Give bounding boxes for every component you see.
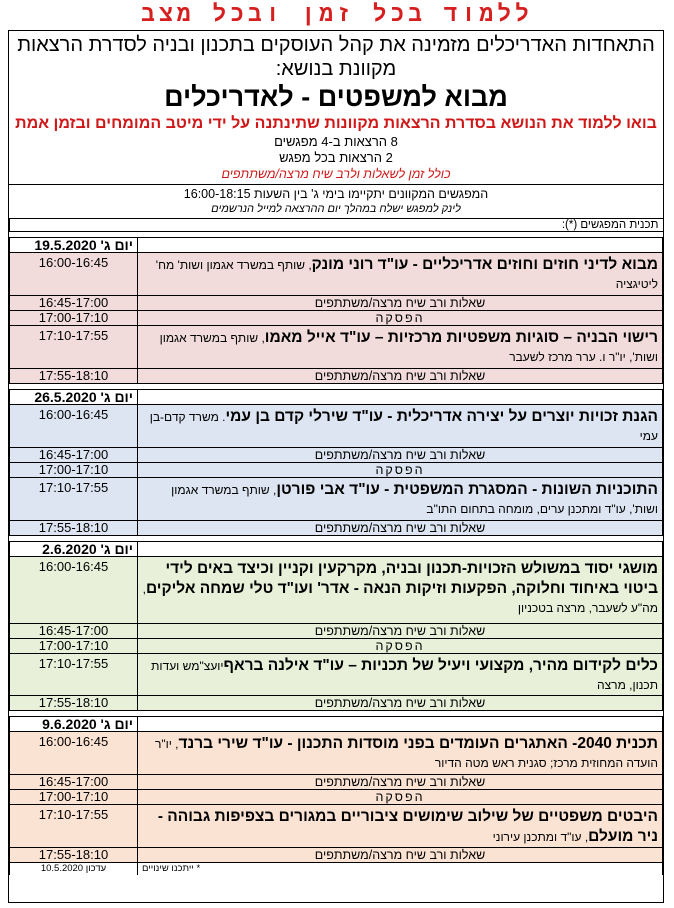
lecture-title: כלים לקידום מהיר, מקצועי ויעיל של תכניות – עו"ד אילנה בראף: [223, 657, 658, 674]
day-label: יום ג' 26.5.2020: [10, 390, 138, 405]
day-empty: [138, 717, 663, 732]
schedule-table: [9, 218, 663, 875]
lecture-row: [10, 326, 663, 369]
qa-label: שאלות ורב שיח מרצה/משתתפים: [138, 696, 663, 711]
lecture-cell: [138, 326, 663, 369]
lecture-title: מבוא לדיני חוזים וחוזים אדריכליים - עו"ד רוני מונק: [311, 256, 658, 273]
intro-text: התאחדות האדריכלים מזמינה את קהל העוסקים בתכנון ובניה לסדרת הרצאות מקוונת בנושא:: [17, 34, 655, 80]
lecture-time: 16:00-16:45: [10, 253, 138, 296]
lecture-cell: [138, 732, 663, 775]
lecture-speaker-info: , שותף במשרד אגמון ושות', עו"ד ומתכנן ערים, מומחה בתחום התו"ב: [171, 483, 658, 516]
lecture-cell: [138, 557, 663, 624]
day-label: יום ג' 19.5.2020: [10, 238, 138, 253]
break-label: הפסקה: [138, 639, 663, 654]
lecture-cell: [138, 654, 663, 696]
schedule-label: תכנית המפגשים (*):: [138, 219, 663, 232]
lecture-speaker-info: , מה"ע לשעבר, מרצה בטכניון: [142, 582, 658, 615]
lecture-row: [10, 253, 663, 296]
lecture-time: 16:00-16:45: [10, 732, 138, 775]
qa-time: 17:55-18:10: [10, 848, 138, 863]
lecture-speaker-info: יועצ"מש ועדות תכנון, מרצה: [151, 659, 658, 692]
qa-row: [10, 624, 663, 639]
break-label: הפסקה: [138, 311, 663, 326]
qa-label: שאלות ורב שיח מרצה/משתתפים: [138, 624, 663, 639]
lecture-title: תכנית 2040- האתגרים העומדים בפני מוסדות התכנון - עו"ד שירי ברנד: [178, 735, 658, 752]
schedule-label-time: [10, 219, 138, 232]
lecture-title: הגנת זכויות יוצרים על יצירה אדריכלית - עו"ד שירלי קדם בן עמי: [225, 408, 658, 425]
qa-label: שאלות ורב שיח מרצה/משתתפים: [138, 848, 663, 863]
qa-time: 17:55-18:10: [10, 369, 138, 384]
lecture-time: 16:00-16:45: [10, 405, 138, 448]
break-time: 17:00-17:10: [10, 790, 138, 805]
qa-row: [10, 296, 663, 311]
link-note: לינק למפגש ישלח במהלך יום ההרצאה למייל הנרשמים: [211, 203, 461, 215]
lecture-cell: [138, 805, 663, 848]
lecture-time: 17:10-17:55: [10, 654, 138, 696]
day-row: [10, 542, 663, 557]
lecture-speaker-info: , עו"ד ומתכנן עירוני: [492, 830, 589, 844]
day-row: [10, 238, 663, 253]
footer-updated: עדכון 10.5.2020: [10, 863, 138, 876]
schedule-note: המפגשים המקוונים יתקיימו בימי ג' בין השעות 16:00-18:15: [183, 187, 489, 201]
day-empty: [138, 238, 663, 253]
qa-row: [10, 848, 663, 863]
lecture-title: היבטים משפטיים של שילוב שימושים ציבוריים במגורים בצפיפות גבוהה - ניר מועלם: [157, 808, 658, 845]
lecture-title: התוכניות השונות - המסגרת המשפטית - עו"ד אבי פורטן: [276, 481, 658, 498]
lecture-cell: [138, 253, 663, 296]
lectures-per-meeting: 2 הרצאות בכל מפגש: [279, 150, 393, 165]
day-empty: [138, 542, 663, 557]
qa-label: שאלות ורב שיח מרצה/משתתפים: [138, 448, 663, 463]
lecture-row: [10, 557, 663, 624]
break-label: הפסקה: [138, 463, 663, 478]
lecture-row: [10, 478, 663, 521]
break-row: [10, 639, 663, 654]
qa-time: 16:45-17:00: [10, 296, 138, 311]
qa-row: [10, 448, 663, 463]
lecture-time: 17:10-17:55: [10, 805, 138, 848]
qa-time: 16:45-17:00: [10, 448, 138, 463]
break-row: [10, 311, 663, 326]
lecture-count: 8 הרצאות ב-4 מפגשים: [274, 134, 398, 149]
day-label: יום ג' 9.6.2020: [10, 717, 138, 732]
qa-time: 16:45-17:00: [10, 624, 138, 639]
footer-row: [10, 863, 663, 876]
qa-row: [10, 775, 663, 790]
subtitle: בואו ללמוד את הנושא בסדרת הרצאות מקוונות שתינתנה על ידי מיטב המומחים ובזמן אמת: [15, 115, 657, 132]
break-row: [10, 790, 663, 805]
lecture-speaker-info: , שותף במשרד אגמון ושות' מח' ליטיגציה: [155, 258, 658, 291]
day-label: יום ג' 2.6.2020: [10, 542, 138, 557]
day-row: [10, 717, 663, 732]
qa-time: 16:45-17:00: [10, 775, 138, 790]
lecture-speaker-info: , יו"ר הועדה המחוזית מרכז; סגנית ראש מטה הדיור: [154, 737, 658, 770]
lecture-row: [10, 732, 663, 775]
header: [9, 31, 663, 182]
lecture-time: 17:10-17:55: [10, 326, 138, 369]
qa-label: שאלות ורב שיח מרצה/משתתפים: [138, 521, 663, 536]
footer-note: * ייתכנו שינויים: [138, 863, 663, 876]
lecture-speaker-info: . משרד קדם-בן עמי: [149, 410, 658, 443]
slogan: ללמוד בכל זמן ובכל מצב: [141, 2, 533, 28]
lecture-row: [10, 405, 663, 448]
qa-row: [10, 696, 663, 711]
flyer-frame: [8, 30, 664, 903]
break-time: 17:00-17:10: [10, 311, 138, 326]
day-empty: [138, 390, 663, 405]
break-row: [10, 463, 663, 478]
lecture-speaker-info: , שותף במשרד אגמון ושות', יו"ר ו. ערר מרכז לשעבר: [159, 331, 658, 364]
lecture-row: [10, 805, 663, 848]
lecture-title: מושגי יסוד במשולש הזכויות-תכנון ובניה, מקרקעין וקניין וכיצד באים לידי ביטוי באיחוד וחלוקה, הפקעות וזיקות הנאה - אדר' ועו"ד טלי שמחה אליקים: [145, 560, 658, 597]
info-box: [9, 184, 663, 218]
break-label: הפסקה: [138, 790, 663, 805]
lecture-time: 17:10-17:55: [10, 478, 138, 521]
qa-row: [10, 521, 663, 536]
qa-note: כולל זמן לשאלות ולרב שיח מרצה/משתתפים: [221, 167, 451, 181]
qa-label: שאלות ורב שיח מרצה/משתתפים: [138, 296, 663, 311]
main-title: מבוא למשפטים - לאדריכלים: [164, 82, 508, 112]
lecture-title: רישוי הבניה – סוגיות משפטיות מרכזיות – עו"ד אייל מאמו: [264, 329, 658, 346]
lecture-cell: [138, 405, 663, 448]
qa-label: שאלות ורב שיח מרצה/משתתפים: [138, 775, 663, 790]
qa-time: 17:55-18:10: [10, 521, 138, 536]
lecture-cell: [138, 478, 663, 521]
lecture-time: 16:00-16:45: [10, 557, 138, 624]
qa-label: שאלות ורב שיח מרצה/משתתפים: [138, 369, 663, 384]
lecture-row: [10, 654, 663, 696]
qa-time: 17:55-18:10: [10, 696, 138, 711]
qa-row: [10, 369, 663, 384]
day-row: [10, 390, 663, 405]
break-time: 17:00-17:10: [10, 639, 138, 654]
break-time: 17:00-17:10: [10, 463, 138, 478]
